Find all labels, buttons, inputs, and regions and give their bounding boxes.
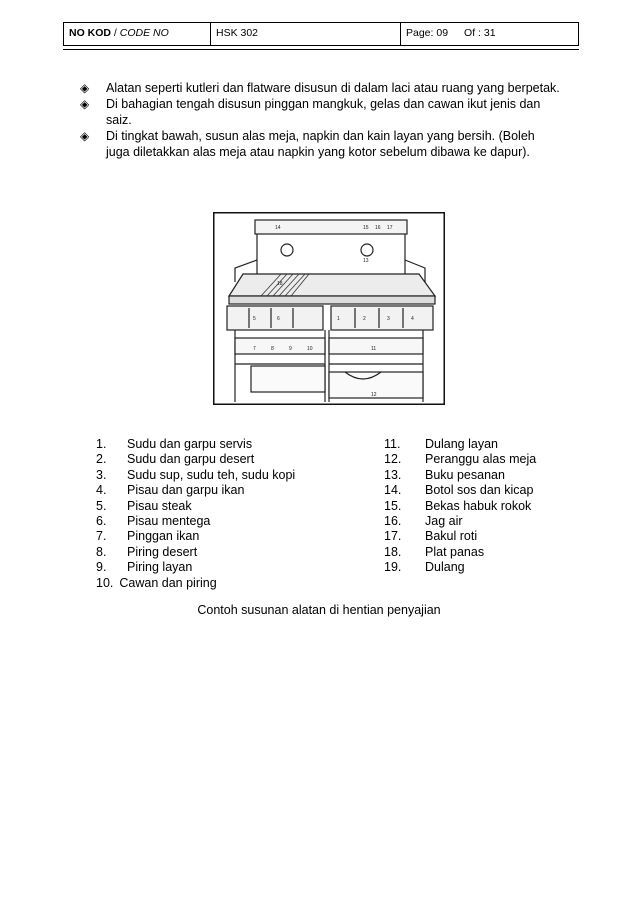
- figure-label: 16: [375, 225, 381, 231]
- code-cell: [64, 23, 211, 45]
- figure-label: 17: [387, 225, 393, 231]
- figure-label: 12: [371, 392, 377, 398]
- figure-label: 8: [271, 346, 274, 352]
- page-number-cell: [401, 23, 578, 45]
- legend-list-right: [384, 437, 584, 576]
- item-number: 10.: [96, 575, 114, 590]
- diamond-bullet-icon: ◈: [80, 97, 90, 111]
- figure-label: 14: [275, 225, 281, 231]
- item-label: Cawan dan piring: [119, 575, 217, 590]
- document-header-table: [63, 22, 579, 46]
- list-item: [384, 560, 584, 575]
- diamond-bullet-icon: ◈: [80, 129, 90, 143]
- figure-label: 13: [363, 258, 369, 264]
- figure-label: 1: [337, 316, 340, 322]
- figure-label: 6: [277, 316, 280, 322]
- item-number: 13.: [384, 467, 402, 482]
- figure-label: 15: [363, 225, 369, 231]
- item-number: 18.: [384, 544, 402, 559]
- item-number: 14.: [384, 483, 402, 498]
- item-label: Dulang layan: [425, 437, 498, 451]
- item-number: 7.: [96, 529, 107, 544]
- item-label: Plat panas: [425, 544, 485, 559]
- item-label: Pisau steak: [127, 498, 192, 513]
- list-item: [96, 468, 376, 483]
- code-label: NO KOD: [69, 27, 111, 39]
- figure-label: 2: [363, 316, 366, 322]
- item-label: Bakul roti: [425, 529, 478, 544]
- figure-label: 3: [387, 316, 390, 322]
- service-station-illustration: [213, 212, 445, 405]
- figure-label: 7: [253, 346, 256, 352]
- list-item: [96, 499, 376, 514]
- code-separator: /: [111, 27, 120, 39]
- item-label: Pisau dan garpu ikan: [127, 483, 245, 498]
- list-item: [384, 468, 584, 483]
- item-label: Pisau mentega: [127, 514, 211, 529]
- bullet-item: [80, 80, 560, 96]
- figure-label: 18: [277, 281, 283, 287]
- item-number: 6.: [96, 514, 107, 529]
- bullet-item: [80, 96, 560, 128]
- item-number: 17.: [384, 529, 402, 544]
- item-label: Sudu dan garpu desert: [127, 452, 255, 467]
- item-number: 4.: [96, 483, 107, 498]
- item-label: Buku pesanan: [425, 467, 505, 482]
- item-number: 3.: [96, 467, 107, 482]
- item-label: Jag air: [425, 514, 463, 529]
- item-number: 19.: [384, 560, 402, 575]
- list-item: [96, 483, 376, 498]
- item-label: Piring layan: [127, 560, 193, 575]
- list-item: [384, 437, 584, 452]
- list-item: [384, 529, 584, 544]
- item-label: Bekas habuk rokok: [425, 498, 532, 513]
- figure-label: 9: [289, 346, 292, 352]
- figure-caption: Contoh susunan alatan di hentian penyajian: [197, 603, 441, 617]
- figure-label: 11: [371, 346, 377, 352]
- list-item: [384, 483, 584, 498]
- list-item: [96, 437, 376, 452]
- bullet-text: Di bahagian tengah disusun pinggan mangkuk, gelas dan cawan ikut jenis dan saiz.: [106, 97, 541, 127]
- figure-label: 10: [307, 346, 313, 352]
- page-total: Of : 31: [464, 27, 496, 39]
- item-number: 5.: [96, 498, 107, 513]
- item-number: 1.: [96, 437, 107, 451]
- code-label-english: CODE NO: [119, 27, 169, 39]
- item-number: 12.: [384, 452, 402, 467]
- list-item: [96, 452, 376, 467]
- bullet-item: [80, 128, 560, 160]
- item-label: Pinggan ikan: [127, 529, 200, 544]
- diamond-bullet-icon: ◈: [80, 81, 90, 95]
- course-code-cell: HSK 302: [211, 23, 401, 45]
- bullet-text: Di tingkat bawah, susun alas meja, napkin dan kain layan yang bersih. (Boleh juga diletakkan alas meja atau napkin yang kotor sebelum dibawa ke dapur).: [106, 129, 535, 159]
- item-number: 9.: [96, 560, 107, 575]
- bullet-list: [80, 80, 560, 160]
- list-item: [96, 545, 376, 560]
- list-item: [384, 499, 584, 514]
- item-number: 2.: [96, 452, 107, 467]
- list-item: [96, 529, 376, 544]
- list-item: [384, 514, 584, 529]
- item-label: Botol sos dan kicap: [425, 483, 534, 498]
- header-divider: [63, 49, 579, 50]
- page-label: Page: 09: [406, 27, 449, 39]
- bullet-text: Alatan seperti kutleri dan flatware disusun di dalam laci atau ruang yang berpetak.: [106, 81, 560, 95]
- legend-list-left: [96, 437, 376, 591]
- list-item: [384, 545, 584, 560]
- item-label: Dulang: [425, 560, 465, 575]
- item-number: 11.: [384, 437, 401, 451]
- list-item: [96, 514, 376, 529]
- item-label: Piring desert: [127, 544, 198, 559]
- item-label: Sudu dan garpu servis: [127, 437, 253, 451]
- item-label: Peranggu alas meja: [425, 452, 537, 467]
- list-item: [384, 452, 584, 467]
- item-number: 16.: [384, 514, 402, 529]
- item-number: 15.: [384, 498, 402, 513]
- figure-label: 5: [253, 316, 256, 322]
- list-item: [96, 560, 376, 575]
- figure-label: 4: [411, 316, 414, 322]
- list-item: [96, 576, 376, 591]
- item-number: 8.: [96, 544, 107, 559]
- item-label: Sudu sup, sudu teh, sudu kopi: [127, 467, 296, 482]
